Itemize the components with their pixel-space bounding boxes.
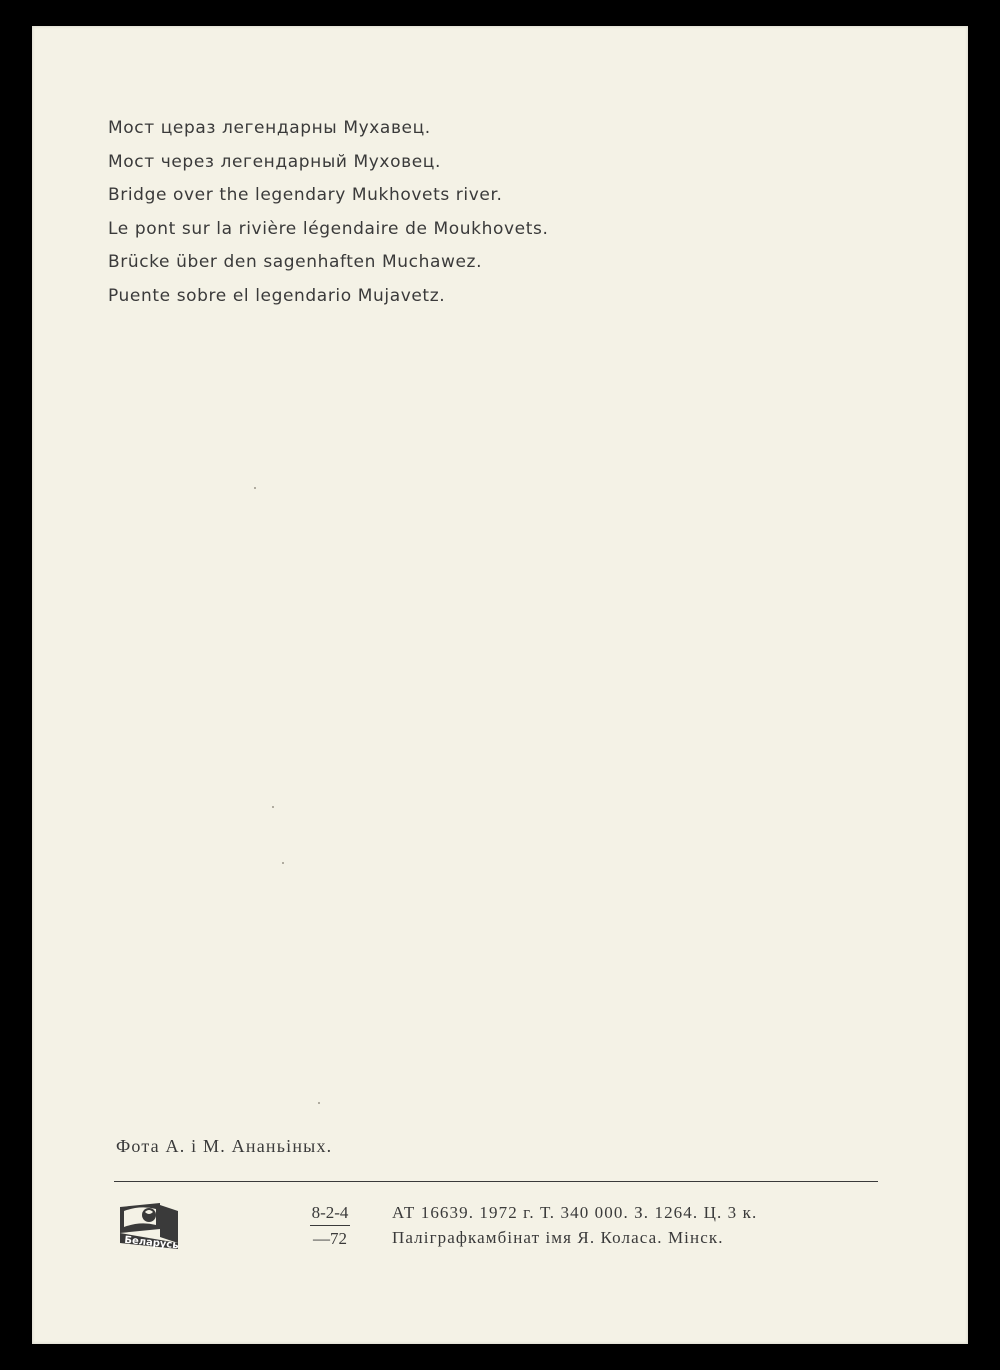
paper-speck [254,487,256,489]
print-code-top: 8-2-4 [311,1203,349,1222]
caption-list [108,112,548,314]
caption-spanish: Puente sobre el legendario Mujavetz. [108,285,446,306]
belarus-publisher-emblem-icon [116,1199,182,1251]
caption-english: Bridge over the legendary Mukhovets river. [108,185,503,206]
photo-credit: Фота А. і М. Ананьіных. [116,1136,333,1156]
print-code [310,1200,350,1251]
imprint [392,1200,757,1250]
caption-german: Brücke über den sagenhaften Muchawez. [108,252,483,273]
caption-belarusian: Мост цераз легендарны Мухавец. [108,118,431,138]
postcard-back [32,26,968,1344]
imprint-line-2: Паліграфкамбінат імя Я. Коласа. Мінск. [392,1228,724,1247]
caption-french: Le pont sur la rivière légendaire de Moukhovets. [108,218,549,239]
svg-text:Беларусь: Беларусь [123,1234,180,1251]
imprint-line-1: АТ 16639. 1972 г. Т. 340 000. З. 1264. Ц. 3 к. [392,1203,758,1222]
paper-speck [318,1102,320,1104]
publisher-logo [116,1199,182,1251]
print-code-bottom: —72 [310,1225,350,1251]
paper-speck [282,862,284,864]
paper-speck [272,806,274,808]
caption-russian: Мост через легендарный Муховец. [108,151,441,172]
divider-line [114,1181,878,1182]
